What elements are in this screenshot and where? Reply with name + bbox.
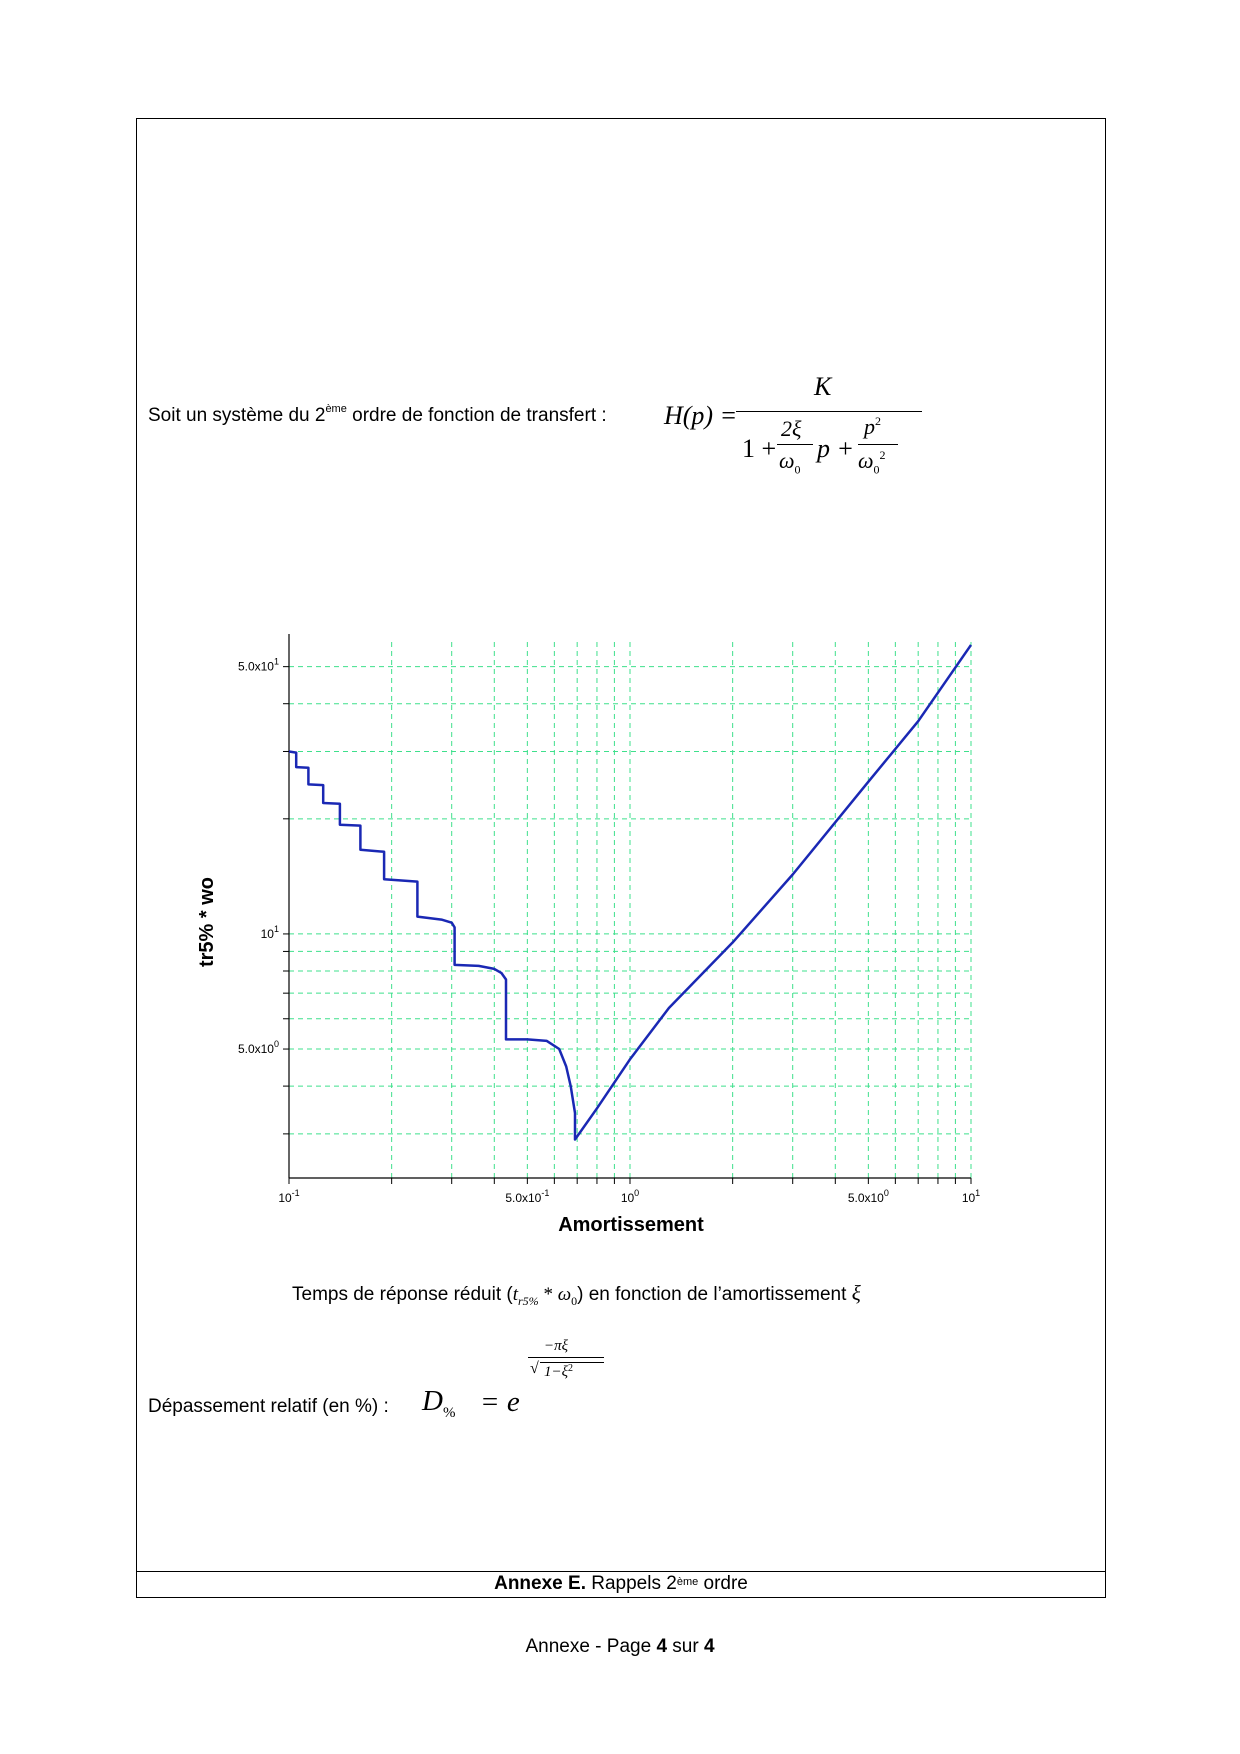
y-axis-label: tr5% * wo bbox=[196, 876, 218, 968]
damping-response-chart bbox=[180, 620, 980, 1240]
page-number: Annexe - Page 4 sur 4 bbox=[525, 1636, 715, 1657]
annex-footer: Annexe E. Rappels 2ème ordre bbox=[136, 1571, 1106, 1598]
x-tick-label: $10^0$ bbox=[620, 1188, 640, 1205]
x-tick-label: $5.0x10^{-1}$ bbox=[505, 1188, 550, 1205]
x-tick-label: $10^1$ bbox=[961, 1188, 980, 1205]
transfer-function-formula: H(p) = K 1 + 2ξ $\omega_0$ p + $p^2$ $\omega_0^2$ bbox=[664, 378, 924, 498]
x-tick-label: $5.0x10^0$ bbox=[847, 1188, 889, 1205]
overshoot-formula: $D_{\%}$ = e −πξ √ $1-\xi^2$ bbox=[420, 1338, 620, 1428]
chart-grid bbox=[289, 642, 971, 1178]
x-axis-label: Amortissement bbox=[558, 1214, 704, 1236]
y-tick-label: $5.0x10^0$ bbox=[237, 1039, 279, 1057]
overshoot-label: Dépassement relatif (en %) : bbox=[148, 1396, 389, 1417]
y-tick-label: $5.0x10^1$ bbox=[237, 656, 279, 674]
intro-text: Soit un système du 2ème ordre de fonction de transfert : bbox=[148, 403, 607, 426]
y-tick-label: $10^1$ bbox=[260, 923, 279, 941]
chart-caption: Temps de réponse réduit $(t_{r5\%} * \omega_0)$ en fonction de l’amortissement ξ bbox=[292, 1281, 861, 1308]
x-tick-label: $10^{-1}$ bbox=[278, 1188, 300, 1205]
